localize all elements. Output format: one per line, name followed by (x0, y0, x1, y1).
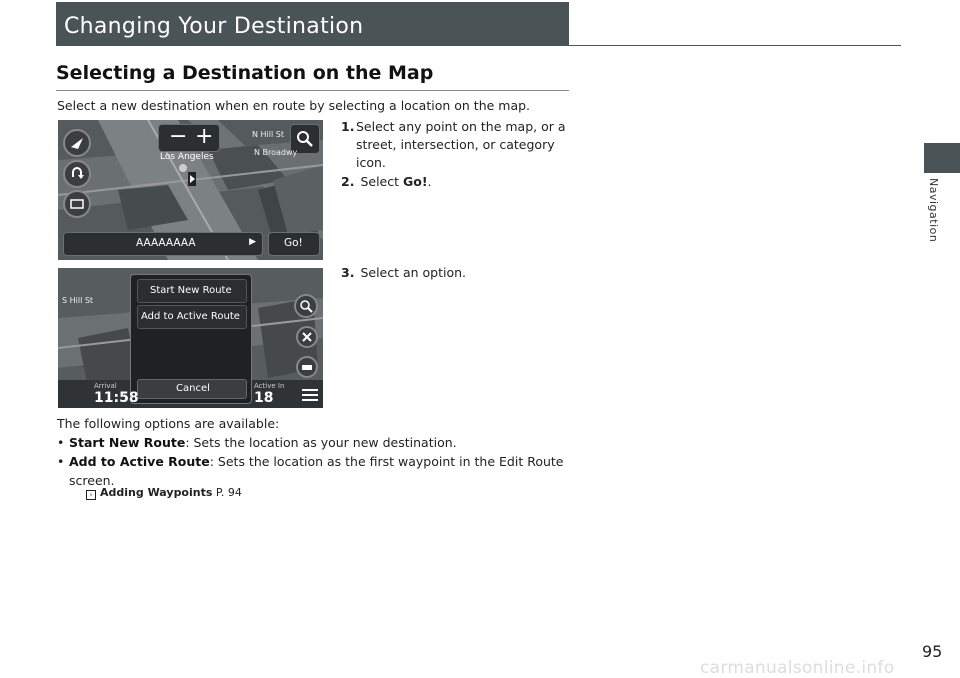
cancel-label: Cancel (176, 383, 210, 394)
search-icon (296, 296, 316, 316)
section-title: Selecting a Destination on the Map (56, 62, 434, 84)
option-1-title: Start New Route (69, 435, 186, 450)
arrival-time: 11:58 (94, 390, 139, 406)
header-divider (569, 45, 901, 46)
map-screenshot-1 (58, 120, 323, 260)
section-intro: Select a new destination when en route by selecting a location on the map. (57, 98, 531, 113)
map-street-label-2: N Broadwy (254, 148, 298, 157)
option-2-desc-cont: screen. (69, 473, 115, 488)
section-divider (56, 90, 569, 91)
page-title: Changing Your Destination (64, 14, 364, 39)
step-3 (341, 264, 571, 282)
side-tab-marker (924, 143, 960, 173)
location-name: AAAAAAAA (136, 237, 196, 249)
active-in-label: Active In (254, 382, 285, 390)
page-number: 95 (922, 642, 943, 661)
menu-icon[interactable] (302, 388, 318, 402)
step-3-number: 3. (341, 265, 355, 280)
reroute-button[interactable] (63, 160, 91, 188)
step-1-text: Select any point on the map, or a street, intersection, or category icon. (356, 119, 566, 170)
chevron-right-icon: ▶ (249, 237, 256, 247)
option-2-title: Add to Active Route (69, 454, 210, 469)
step-1 (341, 118, 571, 172)
option-2-desc: : Sets the location as the first waypoint in the Edit Route (209, 454, 564, 469)
map-pin-icon (176, 160, 196, 190)
options-list (57, 414, 567, 490)
arrival-label: Arrival (94, 382, 117, 390)
options-menu (130, 274, 252, 404)
traffic-icon (65, 192, 89, 216)
location-bar[interactable] (63, 232, 263, 256)
options-intro: The following options are available: (57, 416, 280, 431)
step-3-text: Select an option. (360, 265, 467, 280)
side-tab-label: Navigation (927, 178, 940, 243)
traffic-button[interactable] (63, 190, 91, 218)
bullet-icon: • (57, 435, 65, 450)
step-1-number: 1. (341, 119, 355, 134)
ref-title: Adding Waypoints (100, 486, 213, 499)
reference-arrow-icon: › (86, 490, 96, 500)
map-street-label-1: N Hill St (252, 130, 284, 139)
watermark: carmanualsonline.info (700, 658, 895, 678)
bullet-icon: • (57, 454, 65, 469)
cross-reference[interactable] (86, 486, 242, 499)
add-to-active-route-button[interactable] (137, 305, 247, 329)
map-screenshot-2 (58, 268, 323, 408)
active-in-value: 18 (254, 390, 274, 406)
option-item-2 (57, 452, 567, 471)
map2-traffic-button[interactable] (296, 356, 318, 378)
start-new-route-label: Start New Route (150, 285, 232, 296)
zoom-in-icon[interactable]: + (195, 124, 214, 149)
car-icon (298, 358, 316, 376)
option-item-1 (57, 433, 567, 452)
map2-street-label: S Hill St (62, 296, 94, 305)
zoom-out-icon[interactable]: − (169, 124, 188, 149)
step-2-number: 2. (341, 174, 355, 189)
stop-route-button[interactable] (296, 326, 318, 348)
step-2-after: . (427, 174, 432, 189)
cancel-button[interactable] (137, 379, 247, 399)
go-button-label: Go! (284, 237, 303, 249)
step-2-bold: Go! (402, 174, 428, 189)
u-turn-icon (65, 162, 89, 186)
go-button[interactable] (268, 232, 320, 256)
map2-search-button[interactable] (294, 294, 318, 318)
start-new-route-button[interactable] (137, 279, 247, 303)
compass-icon (65, 131, 89, 155)
ref-page: P. 94 (215, 486, 242, 499)
add-to-active-route-label: Add to Active Route (141, 311, 240, 322)
close-icon (298, 328, 316, 346)
step-2-text: Select (360, 174, 403, 189)
option-1-desc: : Sets the location as your new destination. (185, 435, 457, 450)
step-2 (341, 173, 571, 191)
zoom-control (158, 124, 220, 152)
map-city-label: Los Angeles (160, 152, 214, 162)
compass-button[interactable] (63, 129, 91, 157)
